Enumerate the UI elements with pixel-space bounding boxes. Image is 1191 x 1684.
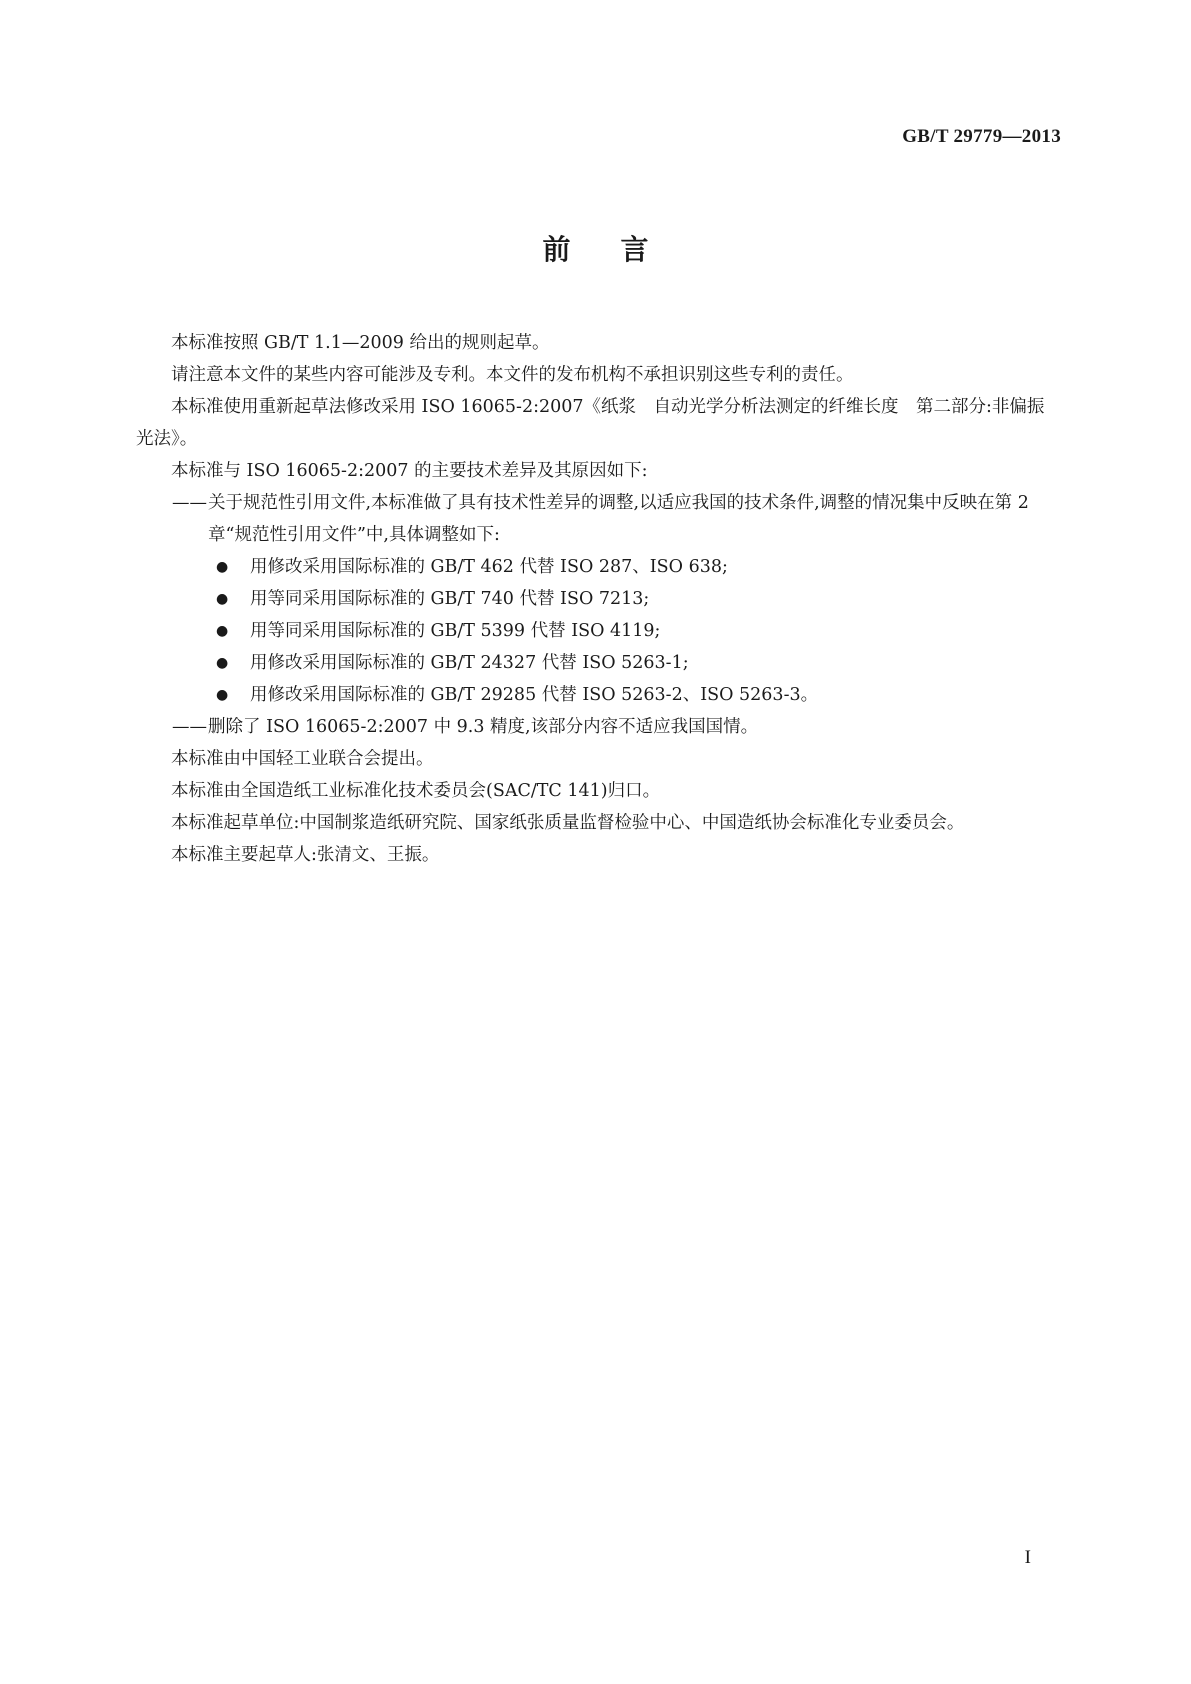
list-item-text: 用等同采用国际标准的 GB/T 5399 代替 ISO 4119; [250,621,661,641]
foreword-body [136,327,1060,871]
bullet-icon: ● [216,559,229,575]
standard-code: GB/T 29779—2013 [902,126,1061,147]
paragraph-patent-notice: 请注意本文件的某些内容可能涉及专利。本文件的发布机构不承担识别这些专利的责任。 [171,365,854,385]
page-title: 前言 [542,233,699,266]
list-item-text: 用修改采用国际标准的 GB/T 29285 代替 ISO 5263-2、ISO 5263-3。 [250,685,819,705]
dash-item-normative-references [136,487,1060,551]
replacement-list [136,551,1060,711]
list-item [136,551,1060,583]
dash-marker: —— [172,717,207,737]
list-item [136,615,1060,647]
paragraph-adoption: 本标准使用重新起草法修改采用 ISO 16065-2:2007《纸浆 自动光学分析法测定的纤维长度 第二部分:非偏振光法》。 [136,397,1045,449]
list-item [136,679,1060,711]
dash-marker: —— [172,493,207,513]
bullet-icon: ● [216,687,229,703]
paragraph-drafting-units: 本标准起草单位:中国制浆造纸研究院、国家纸张质量监督检验中心、中国造纸协会标准化专业委员会。 [171,813,965,833]
paragraph-differences-intro: 本标准与 ISO 16065-2:2007 的主要技术差异及其原因如下: [171,461,648,481]
dash-item-text: 删除了 ISO 16065-2:2007 中 9.3 精度,该部分内容不适应我国国情。 [208,717,759,737]
list-item [136,583,1060,615]
paragraph-drafting-rules: 本标准按照 GB/T 1.1—2009 给出的规则起草。 [171,333,550,353]
list-item-text: 用修改采用国际标准的 GB/T 24327 代替 ISO 5263-1; [250,653,689,673]
paragraph-centralized-by: 本标准由全国造纸工业标准化技术委员会(SAC/TC 141)归口。 [171,781,661,801]
paragraph-proposed-by: 本标准由中国轻工业联合会提出。 [171,749,434,769]
dash-item-text: 关于规范性引用文件,本标准做了具有技术性差异的调整,以适应我国的技术条件,调整的情况集中反映在第 2 章“规范性引用文件”中,具体调整如下: [208,493,1029,545]
bullet-icon: ● [216,655,229,671]
dash-item-deletion [136,711,1060,743]
list-item-text: 用修改采用国际标准的 GB/T 462 代替 ISO 287、ISO 638; [250,557,728,577]
list-item [136,647,1060,679]
bullet-icon: ● [216,591,229,607]
bullet-icon: ● [216,623,229,639]
paragraph-drafters: 本标准主要起草人:张清文、王振。 [171,845,440,865]
page-number: I [1024,1547,1031,1568]
list-item-text: 用等同采用国际标准的 GB/T 740 代替 ISO 7213; [250,589,650,609]
